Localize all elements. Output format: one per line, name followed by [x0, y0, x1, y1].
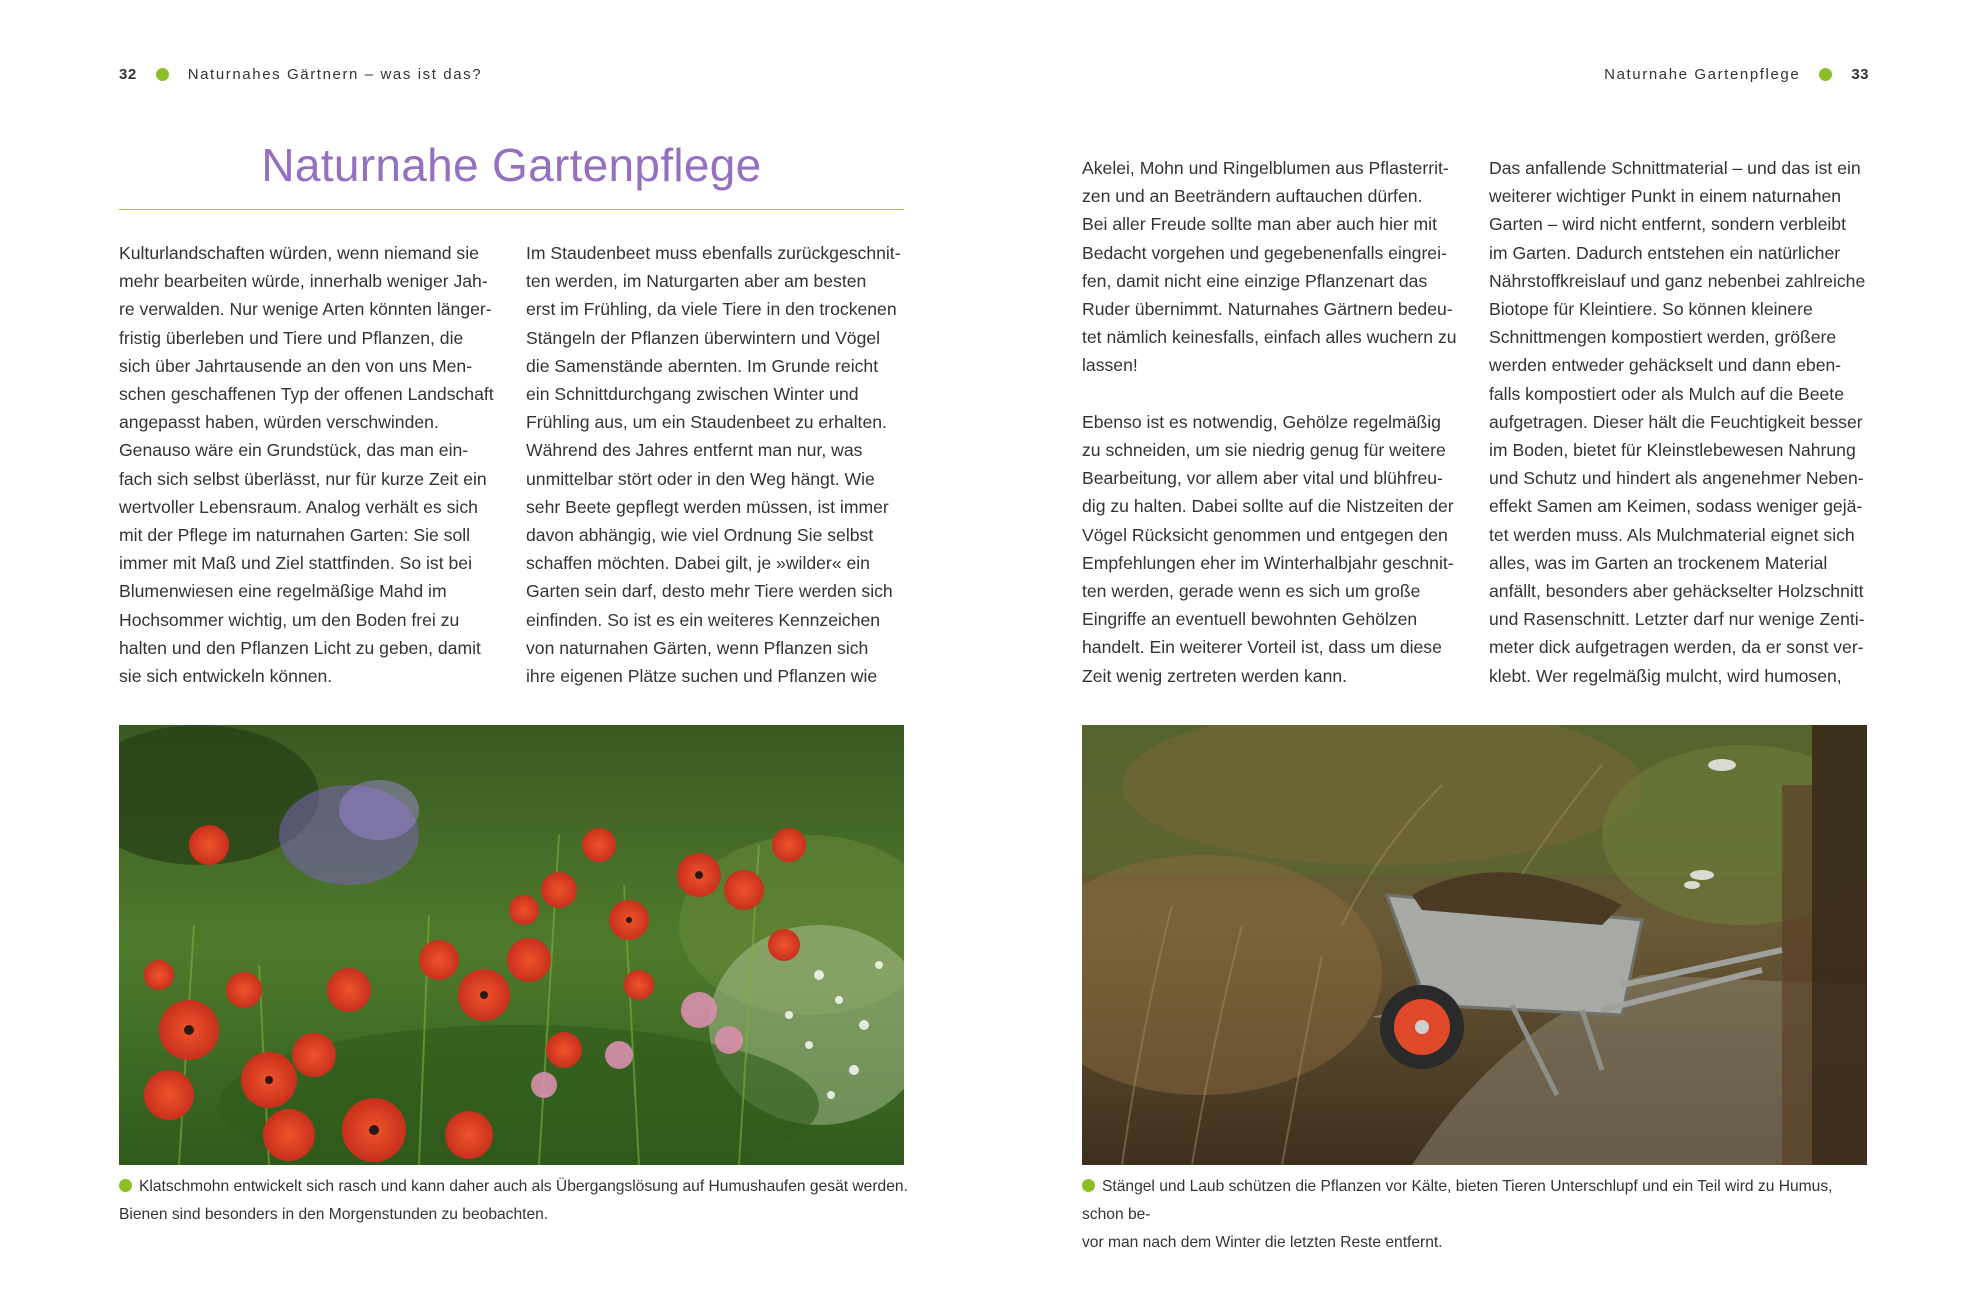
caption-dot-icon	[119, 1179, 132, 1192]
section-title: Naturnahe Gartenpflege	[1604, 65, 1801, 83]
caption-dot-icon	[1082, 1179, 1095, 1192]
chapter-title: Naturnahes Gärtnern – was ist das?	[187, 65, 483, 83]
title-divider	[119, 209, 904, 210]
text-column-4: Das anfallende Schnittmaterial – und das ist ein weiterer wichtiger Punkt in einem naturnahen Garten – wird nicht entfernt, sondern verbleibt im Garten. Dadurch entstehen ein natürlicher Nährstoffkreislauf und ganz nebenbei zahlreiche Biotope für Kleintiere. So können kleinere Schnittmengen kompostiert werden, größere werden entweder gehäckselt und dann eben- falls kompostiert oder als Mulch auf die Beete aufgetragen. Dieser hält die Feuchtigkeit besser im Boden, bietet für Kleinstlebewesen Nahrung und Schutz und hindert als angenehmer Neben- effekt Samen am Keimen, sodass weniger gejä- tet werden muss. Als Mulchmaterial eignet sich alles, was im Garten an trockenem Material anfällt, besonders aber gehäckselter Holzschnitt und Rasenschnitt. Letzter darf nur wenige Zenti- meter dick aufgetragen werden, da er sonst ver- klebt. Wer regelmäßig mulcht, wird humosen,	[1489, 158, 1866, 686]
wheelbarrow-garden-photo	[1082, 725, 1867, 1165]
header-right	[1604, 63, 1869, 85]
text-column-2: Im Staudenbeet muss ebenfalls zurückgeschnit- ten werden, im Naturgarten aber am besten erst im Frühling, da viele Tiere in den trockenen Stängeln der Pflanzen überwintern und Vögel die Samenstände abernten. Im Grunde reicht ein Schnittdurchgang zwischen Winter und Frühling aus, um ein Staudenbeet zu erhalten. Während des Jahres entfernt man nur, was unmittelbar stört oder in den Weg hängt. Wie sehr Beete gepflegt werden müssen, ist immer davon abhängig, wie viel Ordnung Sie selbst schaffen möchten. Dabei gilt, je »wilder« ein Garten sein darf, desto mehr Tiere werden sich einfinden. So ist es ein weiteres Kennzeichen von naturnahen Gärten, wenn Pflanzen sich ihre eigenen Plätze suchen und Pflanzen wie	[526, 243, 901, 687]
page-number-right: 33	[1851, 65, 1869, 83]
caption-right-text: Stängel und Laub schützen die Pflanzen vor Kälte, bieten Tieren Unterschlupf und ein Teil wird zu Humus, schon be- vor man nach dem Winter die letzten Reste entfernt.	[1082, 1178, 1833, 1251]
caption-left-text: Klatschmohn entwickelt sich rasch und kann daher auch als Übergangslösung auf Humushaufen gesät werden. Bienen sind besonders in den Morgenstunden zu beobachten.	[119, 1178, 908, 1223]
text-column-3: Akelei, Mohn und Ringelblumen aus Pflasterrit- zen und an Beeträndern auftauchen dürfen. Bei aller Freude sollte man aber auch hier mit Bedacht vorgehen und gegebenenfalls eingrei- fen, damit nicht eine einzige Pflanzenart das Ruder übernimmt. Naturnahes Gärtnern bedeu- tet nämlich keinesfalls, einfach alles wuchern zu lassen! Ebenso ist es notwendig, Gehölze regelmäßig zu schneiden, um sie niedrig genug für weitere Bearbeitung, vor allem aber vital und blühfreu- dig zu halten. Dabei sollte auf die Nistzeiten der Vögel Rücksicht genommen und entgegen den Empfehlungen eher im Winterhalbjahr geschnit- ten werden, gerade wenn es sich um große Eingriffe an eventuell bewohnten Gehölzen handelt. Ein weiterer Vorteil ist, dass um diese Zeit wenig zertreten werden kann.	[1082, 158, 1457, 686]
caption-right	[1082, 1173, 1872, 1257]
page-title: Naturnahe Gartenpflege	[261, 139, 762, 191]
header-left	[119, 63, 482, 85]
bullet-dot-icon	[1819, 68, 1832, 81]
text-column-1: Kulturlandschaften würden, wenn niemand sie mehr bearbeiten würde, innerhalb weniger Jah- re verwalden. Nur wenige Arten könnten länger- fristig überleben und Tiere und Pflanzen, die sich über Jahrtausende an den von uns Men- schen geschaffenen Typ der offenen Landschaft angepasst haben, würden verschwinden. Genauso wäre ein Grundstück, das man ein- fach sich selbst überlässt, nur für kurze Zeit ein wertvoller Lebensraum. Analog verhält es sich mit der Pflege im naturnahen Garten: Sie soll immer mit Maß und Ziel stattfinden. So ist bei Blumenwiesen eine regelmäßige Mahd im Hochsommer wichtig, um den Boden frei zu halten und den Pflanzen Licht zu geben, damit sie sich entwickeln können.	[119, 243, 494, 687]
page-number-left: 32	[119, 65, 137, 83]
bullet-dot-icon	[156, 68, 169, 81]
caption-left	[119, 1173, 909, 1229]
poppy-meadow-photo	[119, 725, 904, 1165]
